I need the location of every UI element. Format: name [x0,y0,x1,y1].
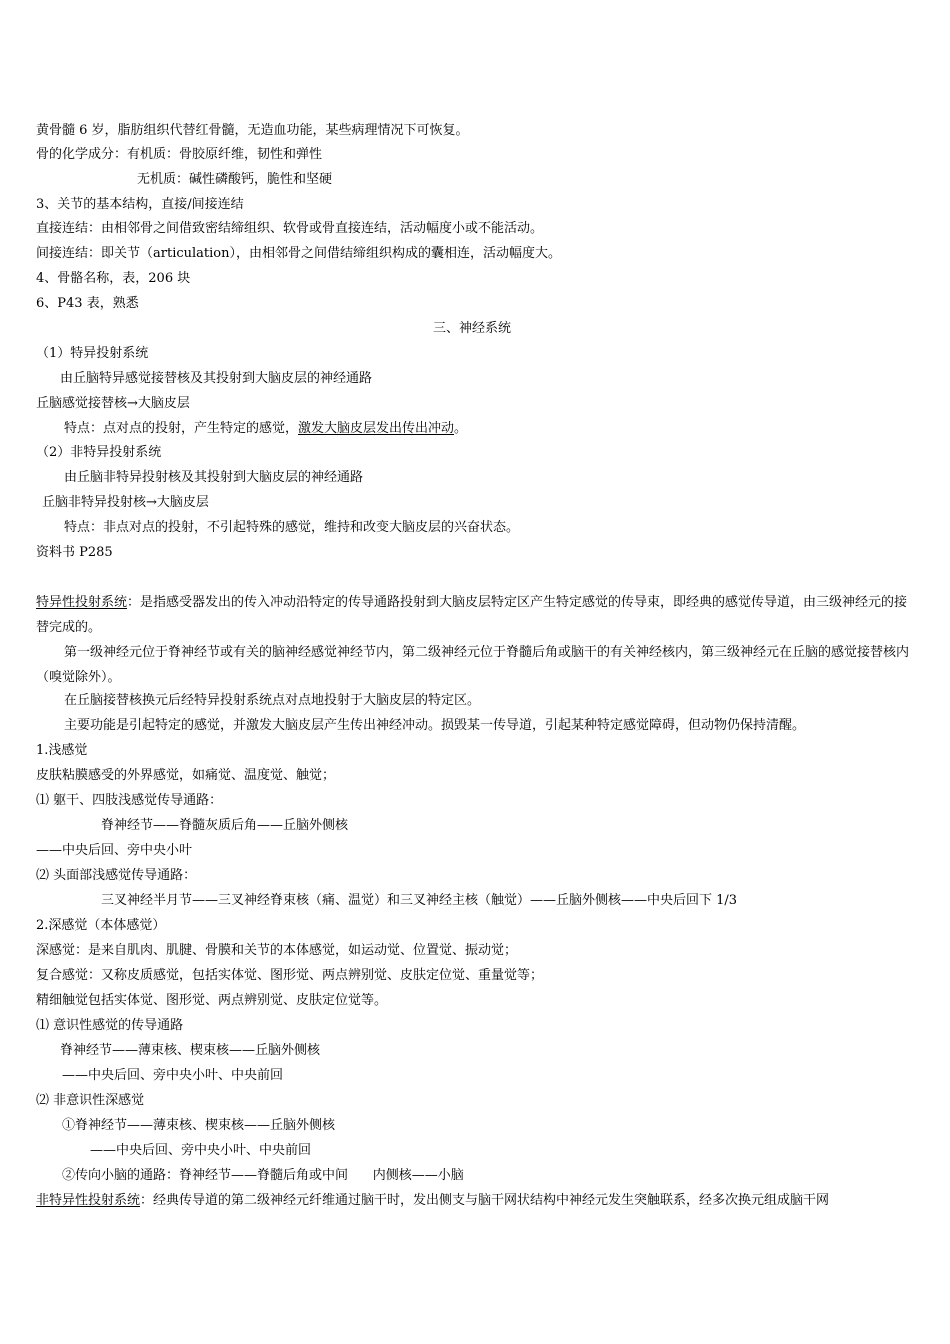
text-line: ⑴ 躯干、四肢浅感觉传导通路： [36,793,223,808]
text-line [64,420,467,438]
text-line: 三叉神经半月节——三叉神经脊束核（痛、温觉）和三叉神经主核（触觉）——丘脑外侧核——中央后回下 1/3 [101,893,738,908]
text-line: 复合感觉：又称皮质感觉，包括实体觉、图形觉、两点辨别觉、皮肤定位觉、重量觉等； [36,968,544,983]
text-line: ⑵ 非意识性深感觉 [36,1093,145,1108]
underlined-term: 特异性投射系统 [36,595,128,610]
section-heading: 三、神经系统 [433,321,512,336]
text-line: 特点：非点对点的投射，不引起特殊的感觉，维持和改变大脑皮层的兴奋状态。 [64,520,520,535]
text-line: 深感觉：是来自肌肉、肌腱、骨膜和关节的本体感觉，如运动觉、位置觉、振动觉； [36,943,518,958]
text-line: ——中央后回、旁中央小叶 [36,843,193,858]
text-line: 黄骨髓 6 岁，脂肪组织代替红骨髓，无造血功能，某些病理情况下可恢复。 [36,123,469,138]
underlined-term: 非特异性投射系统 [36,1193,141,1208]
text-line: 骨的化学成分：有机质：骨胶原纤维，韧性和弹性 [36,147,323,162]
text-line: 6、P43 表，熟悉 [36,296,139,311]
text-line: 资料书 P285 [36,545,113,560]
text-line: 脊神经节——脊髓灰质后角——丘脑外侧核 [101,818,349,833]
text-line [36,1192,829,1210]
text-line: 1.浅感觉 [36,743,88,758]
text-line: 皮肤粘膜感受的外界感觉，如痛觉、温度觉、触觉； [36,768,336,783]
text-line: 直接连结：由相邻骨之间借致密结缔组织、软骨或骨直接连结，活动幅度小或不能活动。 [36,221,544,236]
text-line: 主要功能是引起特定的感觉，并激发大脑皮层产生传出神经冲动。损毁某一传导道，引起某种特定感觉障碍，但动物仍保持清醒。 [64,718,806,733]
text-line: （2）非特异投射系统 [36,445,162,460]
text-line: 在丘脑接替核换元后经特异投射系统点对点地投射于大脑皮层的特定区。 [64,693,481,708]
text-line: 丘脑感觉接替核→大脑皮层 [36,396,190,411]
text-line: 间接连结：即关节（articulation），由相邻骨之间借结缔组织构成的囊相连，活动幅度大。 [36,246,561,261]
text-span: 。 [454,421,468,436]
text-line: ⑴ 意识性感觉的传导通路 [36,1018,184,1033]
text-span: ：是指感受器发出的传入冲动沿特定的传导通路投射到大脑皮层特定区产生特定感觉的传导束，即经典的感觉传导道，由三级神经元的接替完成的。 [36,595,908,635]
text-line: 4、骨骼名称，表，206 块 [36,271,191,286]
text-line: 脊神经节——薄束核、楔束核——丘脑外侧核 [60,1043,321,1058]
text-line: 由丘脑特异感觉接替核及其投射到大脑皮层的神经通路 [60,371,373,386]
text-line: （1）特异投射系统 [36,346,149,361]
paragraph: 第一级神经元位于脊神经节或有关的脑神经感觉神经节内，第二级神经元位于脊髓后角或脑干的有关神经核内，第三级神经元在丘脑的感觉接替核内（嗅觉除外）。 [36,645,910,685]
paragraph [36,591,916,640]
text-line: 由丘脑非特异投射核及其投射到大脑皮层的神经通路 [64,470,364,485]
underlined-text: 激发大脑皮层发出传出冲动 [298,421,455,436]
text-line: ——中央后回、旁中央小叶、中央前回 [90,1143,312,1158]
text-line: 无机质：碱性磷酸钙，脆性和坚硬 [137,172,333,187]
text-line: ⑵ 头面部浅感觉传导通路： [36,868,197,883]
text-line: 精细触觉包括实体觉、图形觉、两点辨别觉、皮肤定位觉等。 [36,993,388,1008]
text-line: 丘脑非特异投射核→大脑皮层 [42,495,209,510]
text-line: 2.深感觉（本体感觉） [36,918,166,933]
text-line: ——中央后回、旁中央小叶、中央前回 [62,1068,284,1083]
text-span: 特点：点对点的投射，产生特定的感觉， [64,421,299,436]
text-span: ：经典传导道的第二级神经元纤维通过脑干时，发出侧支与脑干网状结构中神经元发生突触联系，经多次换元组成脑干网 [140,1193,830,1208]
text-line: 3、关节的基本结构，直接/间接连结 [36,197,244,212]
text-line: ②传向小脑的通路：脊神经节——脊髓后角或中间 内侧核——小脑 [62,1168,464,1183]
text-line: ①脊神经节——薄束核、楔束核——丘脑外侧核 [62,1118,336,1133]
